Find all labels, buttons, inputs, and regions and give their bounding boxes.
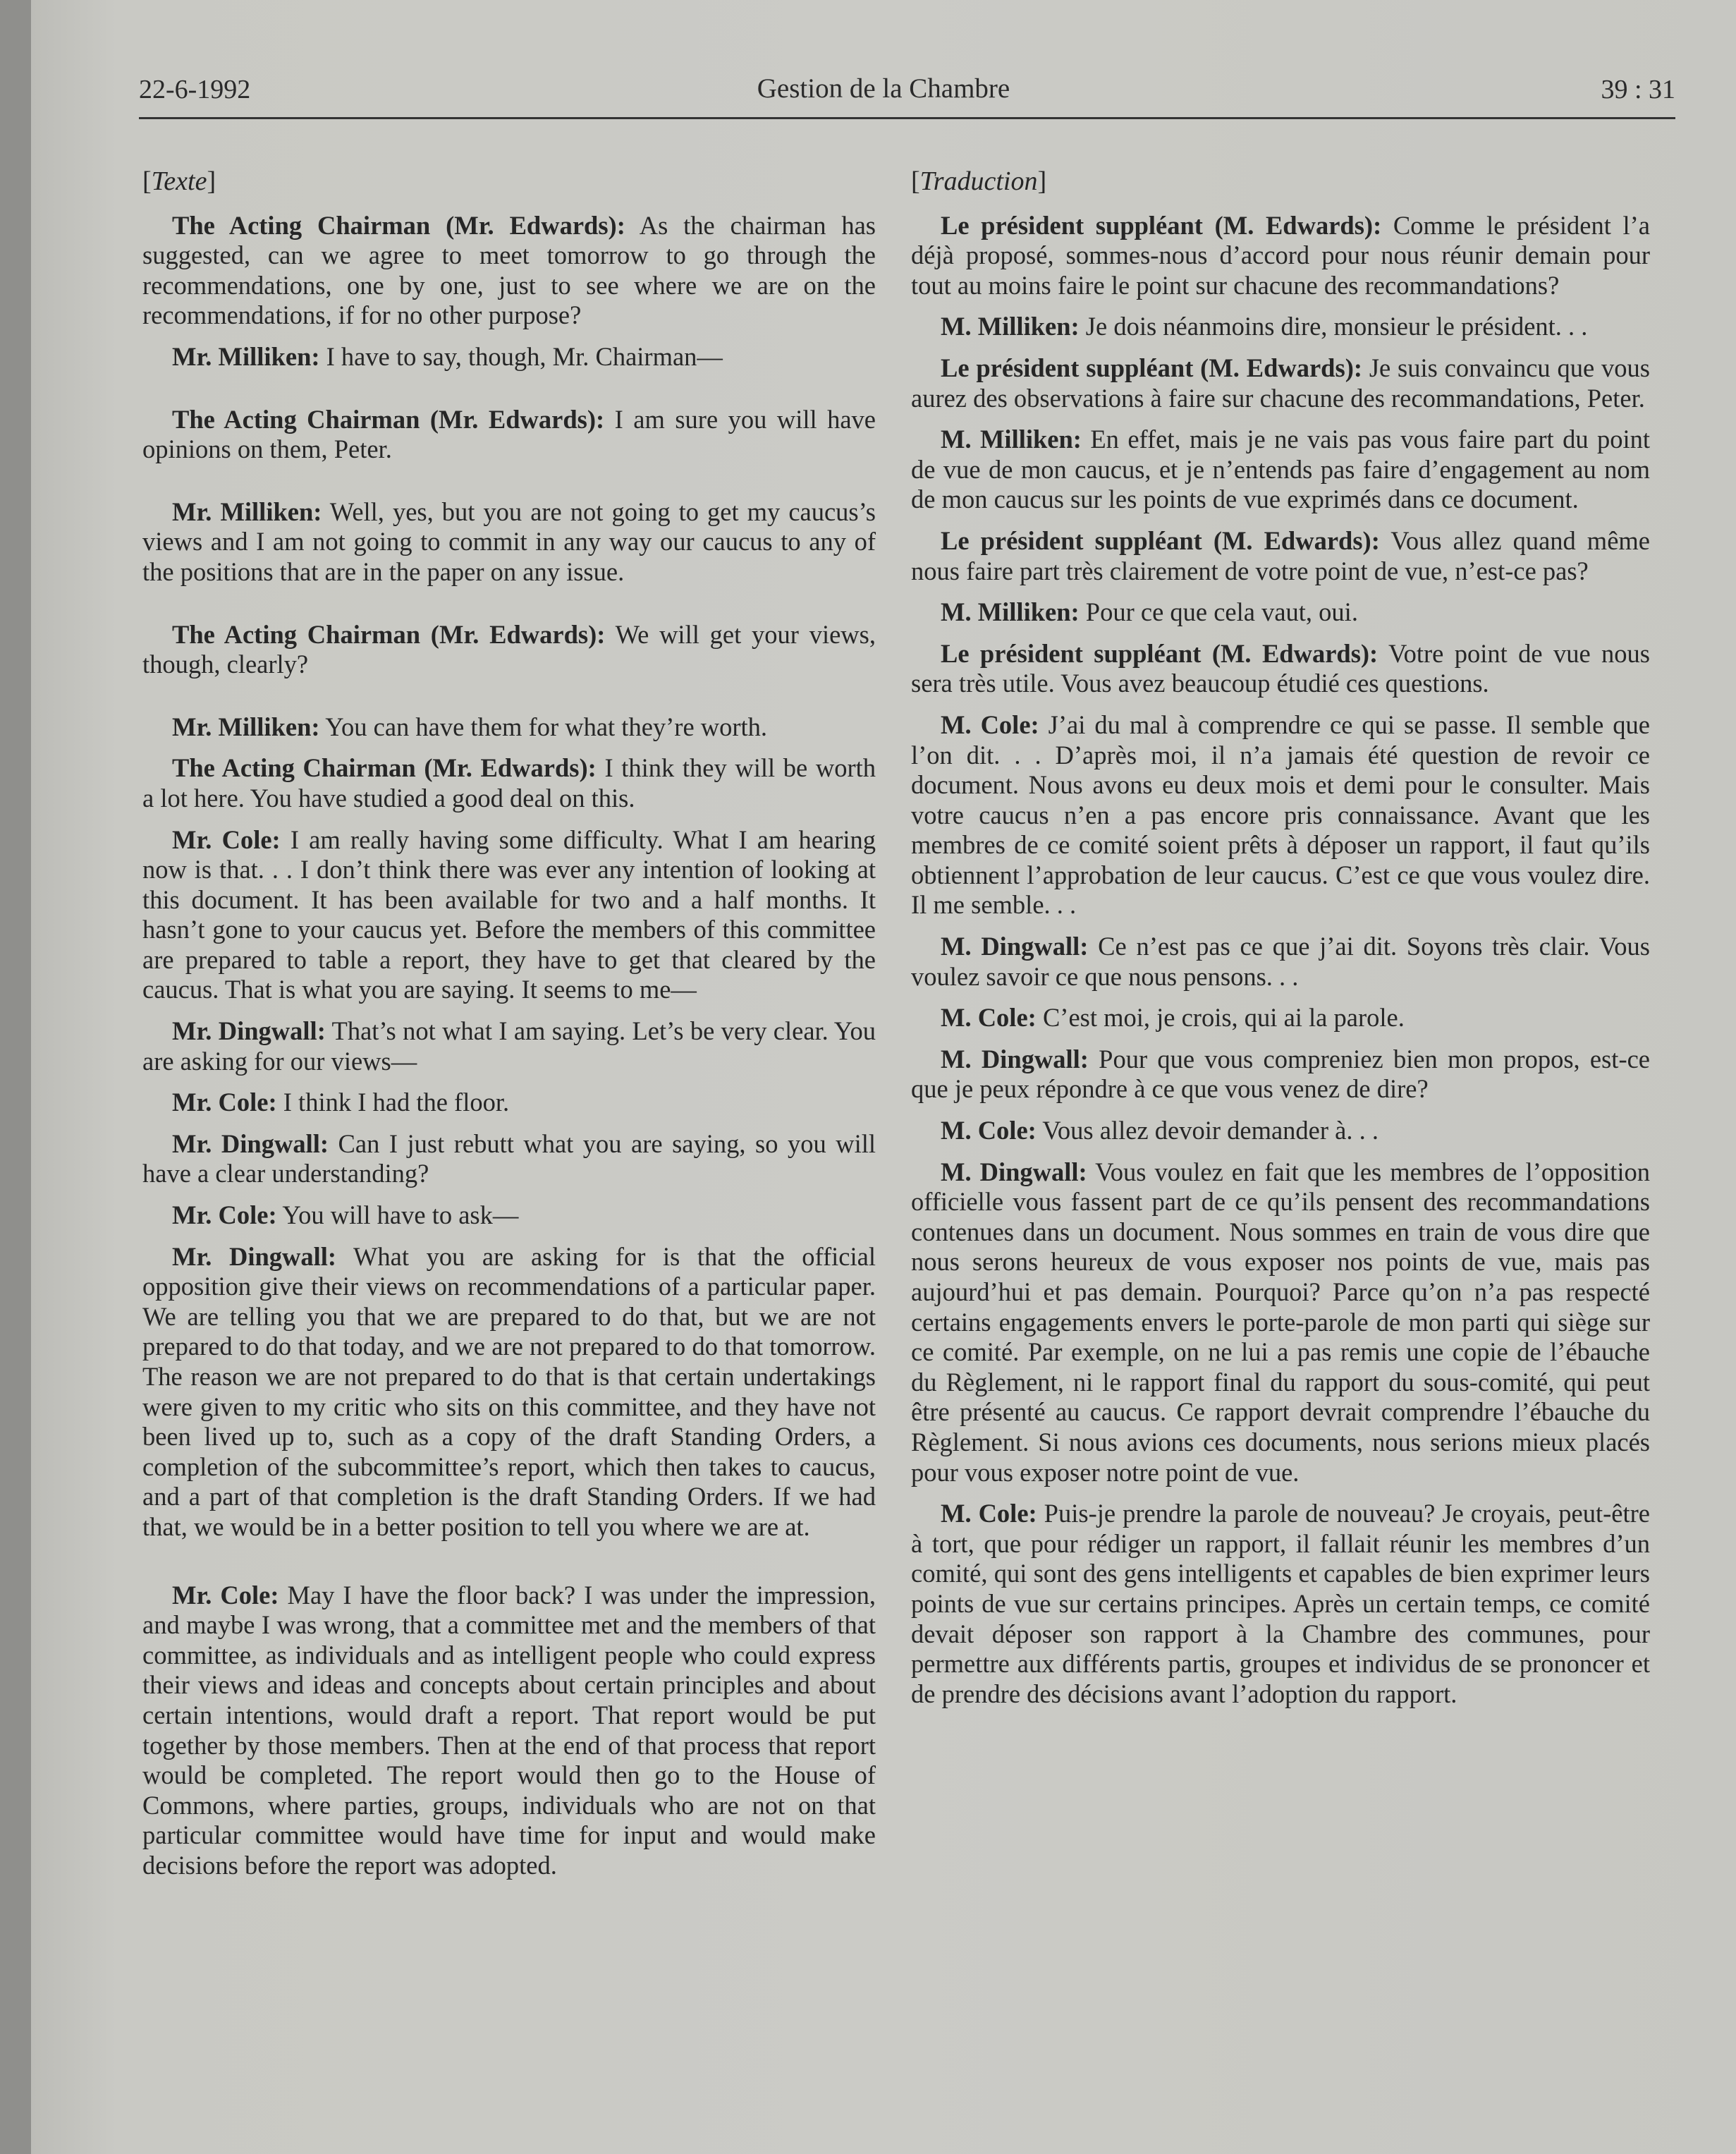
speech-paragraph: Mr. Dingwall: Can I just rebutt what you are saying, so you will have a clear understanding? [142, 1128, 876, 1188]
speech-paragraph: Mr. Dingwall: That’s not what I am saying. Let’s be very clear. You are asking for our views— [142, 1016, 876, 1076]
speech-paragraph: Mr. Cole: You will have to ask— [172, 1200, 519, 1230]
english-column [142, 166, 876, 1892]
speech-paragraph: M. Cole: Puis-je prendre la parole de nouveau? Je croyais, peut-être à tort, que pour rédiger un rapport, il fallait réunir les membres d’un comité, qui sont des gens intelligents et capables de bien exprimer leurs points de vue sur certains principes. Après un certain temps, ce comité devait déposer son rapport à la Chambre des communes, pour permettre aux différents partis, groupes et individus de se prononcer et de prendre des décisions avant l’adoption du rapport. [911, 1499, 1650, 1708]
header-date: 22-6-1992 [139, 75, 251, 104]
speech-paragraph: Mr. Milliken: Well, yes, but you are not going to get my caucus’s views and I am not going to commit in any way our caucus to any of the positions that are in the paper on any issue. [142, 497, 876, 586]
speech-paragraph: Mr. Cole: May I have the floor back? I was under the impression, and maybe I was wrong, that a committee met and the members of that committee, as individuals and as intelligent people who could express their views and ideas and concepts about certain principles and about certain intentions, would draft a report. That report would be put together by those members. Then at the end of that process that report would be completed. The report would then go to the House of Commons, where parties, groups, individuals who are not on that particular committee would have time for input and would make decisions before the report was adopted. [142, 1580, 876, 1880]
speech-paragraph: Le président suppléant (M. Edwards): Je suis convaincu que vous aurez des observations à faire sur chacune des recommandations, Peter. [911, 353, 1650, 413]
speech-paragraph: Mr. Milliken: I have to say, though, Mr. Chairman— [172, 341, 723, 371]
speech-paragraph: Le président suppléant (M. Edwards): Comme le président l’a déjà proposé, sommes-nous d’accord pour nous réunir demain pour tout au moins faire le point sur chacune des recommandations? [911, 210, 1650, 300]
speech-paragraph: Mr. Dingwall: What you are asking for is that the official opposition give their views on recommendations of a particular paper. We are telling you that we are prepared to do that, but we are not prepared to do that today, and we are not prepared to do that tomorrow. The reason we are not prepared to do that is that certain undertakings were given to my critic who sits on this committee, and they have not been lived up to, such as a copy of the draft Standing Orders, a completion of the subcommittee’s report, which then takes to caucus, and a part of that completion is the draft Standing Orders. If we had that, we would be in a better position to tell you where we are at. [142, 1241, 876, 1541]
speech-paragraph: The Acting Chairman (Mr. Edwards): We will get your views, though, clearly? [142, 619, 876, 679]
speech-paragraph: Mr. Cole: I am really having some difficulty. What I am hearing now is that. . . I don’t think there was ever any intention of looking at this document. It has been available for two and a half months. It hasn’t gone to your caucus yet. Before the members of this committee are prepared to table a report, they have to get that cleared by the caucus. That is what you are saying. It seems to me— [142, 825, 876, 1004]
speech-paragraph: The Acting Chairman (Mr. Edwards): I think they will be worth a lot here. You have studied a good deal on this. [142, 753, 876, 813]
speech-paragraph: The Acting Chairman (Mr. Edwards): As the chairman has suggested, can we agree to meet tomorrow to go through the recommendations, one by one, just to see where we are on the recommendations, if for no other purpose? [142, 210, 876, 330]
speech-paragraph: M. Cole: C’est moi, je crois, qui ai la parole. [941, 1003, 1405, 1033]
speech-paragraph: Mr. Cole: I think I had the floor. [172, 1088, 510, 1117]
header-rule [139, 117, 1675, 119]
column-marker: [Texte] [142, 166, 216, 196]
speech-paragraph: M. Milliken: Pour ce que cela vaut, oui. [941, 597, 1358, 627]
speech-paragraph: Le président suppléant (M. Edwards): Vous allez quand même nous faire part très clairement de votre point de vue, n’est-ce pas? [911, 525, 1650, 585]
speech-paragraph: Mr. Milliken: You can have them for what they’re worth. [172, 712, 768, 741]
speech-paragraph: M. Dingwall: Pour que vous compreniez bien mon propos, est-ce que je peux répondre à ce que vous venez de dire? [911, 1044, 1651, 1104]
column-marker: [Traduction] [911, 166, 1047, 196]
speech-paragraph: M. Milliken: En effet, mais je ne vais pas vous faire part du point de vue de mon caucus, et je n’entends pas faire d’engagement au nom de mon caucus sur les points de vue exprimés dans ce document. [911, 425, 1651, 514]
speech-paragraph: M. Dingwall: Ce n’est pas ce que j’ai dit. Soyons très clair. Vous voulez savoir ce que nous pensons. . . [911, 932, 1650, 991]
french-column [911, 166, 1650, 1720]
speech-paragraph: M. Milliken: Je dois néanmoins dire, monsieur le président. . . [941, 312, 1588, 341]
document-page [31, 0, 1736, 2154]
speech-paragraph: The Acting Chairman (Mr. Edwards): I am sure you will have opinions on them, Peter. [142, 404, 876, 464]
speech-paragraph: M. Cole: Vous allez devoir demander à. . . [941, 1116, 1379, 1145]
page-number: 39 : 31 [1601, 75, 1675, 104]
speech-paragraph: Le président suppléant (M. Edwards): Votre point de vue nous sera très utile. Vous avez beaucoup étudié ces questions. [911, 638, 1650, 698]
speech-paragraph: M. Cole: J’ai du mal à comprendre ce qui se passe. Il semble que l’on dit. . . D’après moi, il n’a jamais été question de revoir ce document. Nous avons eu deux mois et demi pour le consulter. Mais votre caucus n’en a pas encore pris connaissance. Avant que les membres de ce comité soient prêts à déposer un rapport, il faut qu’ils obtiennent l’approbation de leur caucus. C’est ce que vous voulez dire. Il me semble. . . [911, 710, 1650, 920]
running-title: Gestion de la Chambre [757, 73, 1010, 104]
speech-paragraph: M. Dingwall: Vous voulez en fait que les membres de l’opposition officielle vous fassent part de ce qu’ils pensent des recommandations contenues dans un document. Nous sommes en train de vous dire que nous serons heureux de vous exposer nos points de vue, mais pas aujourd’hui et pas demain. Pourquoi? Parce qu’on n’a pas respecté certains engagements envers le porte-parole de mon parti qui siège sur ce comité. Par exemple, on ne lui a pas remis une copie de l’ébauche du Règlement, ni le rapport final du rapport du sous-comité, qui peut être présenté au caucus. Ce rapport devrait comprendre l’ébauche du Règlement. Si nous avions ces documents, nous serions mieux placés pour vous exposer notre point de vue. [911, 1157, 1651, 1487]
